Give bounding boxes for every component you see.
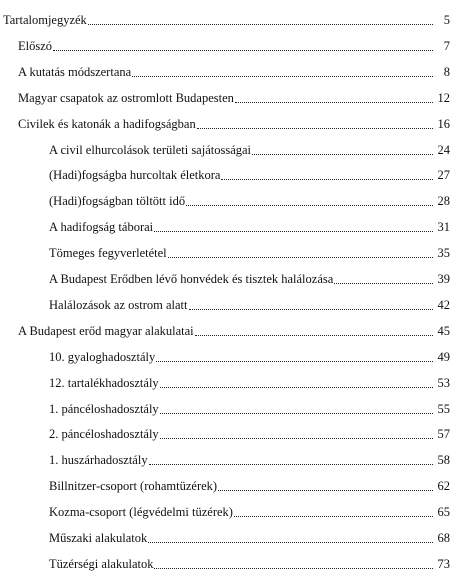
toc-dot-leader [189, 297, 434, 310]
toc-entry[interactable] [18, 320, 450, 338]
toc-entry[interactable] [49, 372, 450, 390]
toc-dot-leader [160, 401, 433, 414]
toc-entry-title: 1. huszárhadosztály [49, 453, 148, 468]
toc-dot-leader [195, 323, 433, 336]
toc-entry-title: A Budapest erőd magyar alakulatai [18, 323, 194, 338]
toc-dot-leader [149, 452, 433, 465]
toc-entry[interactable] [49, 423, 450, 441]
toc-entry-title: Tartalomjegyzék [3, 13, 87, 27]
toc-entry-title: A hadifogság táborai [49, 220, 154, 235]
toc-entry-title: Magyar csapatok az ostromlott Budapesten [18, 90, 234, 105]
toc-dot-leader [218, 478, 433, 491]
toc-dot-leader [132, 64, 433, 77]
toc-entry-page-number: 55 [437, 401, 450, 416]
toc-entry-page-number: 58 [437, 453, 450, 468]
toc-entry[interactable] [18, 113, 450, 131]
toc-entry[interactable] [49, 346, 450, 364]
toc-entry-title: A kutatás módszertana [18, 64, 132, 79]
toc-entry[interactable] [49, 242, 450, 260]
toc-entry[interactable] [49, 139, 450, 157]
toc-entry-title: 10. gyaloghadosztály [49, 349, 156, 364]
toc-entry[interactable] [49, 475, 450, 493]
toc-entry[interactable] [18, 35, 450, 53]
toc-entry-title: Műszaki alakulatok [49, 531, 148, 545]
toc-entry[interactable] [49, 190, 450, 208]
toc-dot-leader [234, 504, 433, 517]
toc-entry-page-number: 39 [437, 272, 450, 286]
toc-entry-page-number: 53 [437, 375, 450, 390]
toc-entry[interactable] [49, 527, 450, 545]
toc-entry[interactable] [49, 449, 450, 467]
toc-entry-title: 2. páncéloshadosztály [49, 427, 159, 442]
toc-entry[interactable] [49, 553, 450, 571]
toc-entry-page-number: 65 [437, 505, 450, 520]
toc-entry-page-number: 24 [437, 142, 450, 157]
toc-entry-page-number: 57 [437, 427, 450, 442]
toc-dot-leader [334, 271, 433, 284]
toc-entry-title: Tömeges fegyverletétel [49, 246, 167, 261]
toc-dot-leader [53, 38, 433, 51]
toc-entry[interactable] [49, 216, 450, 234]
toc-entry-page-number: 7 [443, 38, 450, 53]
toc-dot-leader [154, 556, 433, 569]
toc-entry-title: Előszó [18, 38, 53, 53]
toc-entry-title: Billnitzer-csoport (rohamtüzérek) [49, 479, 218, 494]
toc-entry-page-number: 31 [437, 220, 450, 235]
toc-entry-title: Tüzérségi alakulatok [49, 556, 154, 571]
toc-dot-leader [154, 219, 433, 232]
toc-entry-title: 1. páncéloshadosztály [49, 401, 159, 416]
toc-dot-leader [252, 142, 433, 155]
toc-entry-page-number: 49 [437, 349, 450, 364]
toc-entry-page-number: 28 [437, 194, 450, 209]
toc-entry-page-number: 16 [437, 116, 450, 131]
toc-entry[interactable] [18, 61, 450, 79]
toc-entry-page-number: 27 [437, 168, 450, 183]
toc-entry-page-number: 73 [437, 556, 450, 571]
toc-entry[interactable] [49, 501, 450, 519]
toc-entry-title: A civil elhurcolások területi sajátosságai [49, 142, 252, 157]
toc-entry-title: 12. tartalékhadosztály [49, 375, 159, 390]
toc-dot-leader [160, 426, 433, 439]
toc-entry-title: Civilek és katonák a hadifogságban [18, 116, 196, 131]
toc-entry-title: Kozma-csoport (légvédelmi tüzérek) [49, 505, 233, 520]
toc-entry-page-number: 45 [437, 323, 450, 338]
toc-entry-page-number: 5 [443, 13, 450, 27]
toc-dot-leader [197, 116, 433, 129]
toc-entry[interactable] [49, 398, 450, 416]
toc-entry-page-number: 8 [443, 64, 450, 79]
toc-entry[interactable] [18, 87, 450, 105]
toc-entry[interactable] [49, 294, 450, 312]
toc-entry-title: (Hadi)fogságba hurcoltak életkora [49, 168, 221, 183]
toc-entry-page-number: 42 [437, 297, 450, 312]
toc-dot-leader [160, 375, 433, 388]
toc-entry-page-number: 35 [437, 246, 450, 261]
toc-dot-leader [156, 349, 433, 362]
toc-entry-title: A Budapest Erődben lévő honvédek és tisztek halálozása [49, 272, 334, 286]
toc-entry[interactable] [49, 268, 450, 286]
toc-entry-page-number: 68 [437, 531, 450, 545]
toc-dot-leader [168, 245, 433, 258]
toc-entry-page-number: 12 [437, 90, 450, 105]
toc-entry[interactable] [3, 9, 450, 27]
toc-dot-leader [88, 12, 433, 25]
toc-entry-title: (Hadi)fogságban töltött idő [49, 194, 186, 209]
toc-dot-leader [186, 193, 433, 206]
toc-entry-title: Halálozások az ostrom alatt [49, 297, 188, 312]
toc-dot-leader [221, 167, 433, 180]
toc-dot-leader [235, 90, 433, 103]
toc-entry[interactable] [49, 164, 450, 182]
toc-dot-leader [148, 530, 433, 543]
toc-entry-page-number: 62 [437, 479, 450, 494]
